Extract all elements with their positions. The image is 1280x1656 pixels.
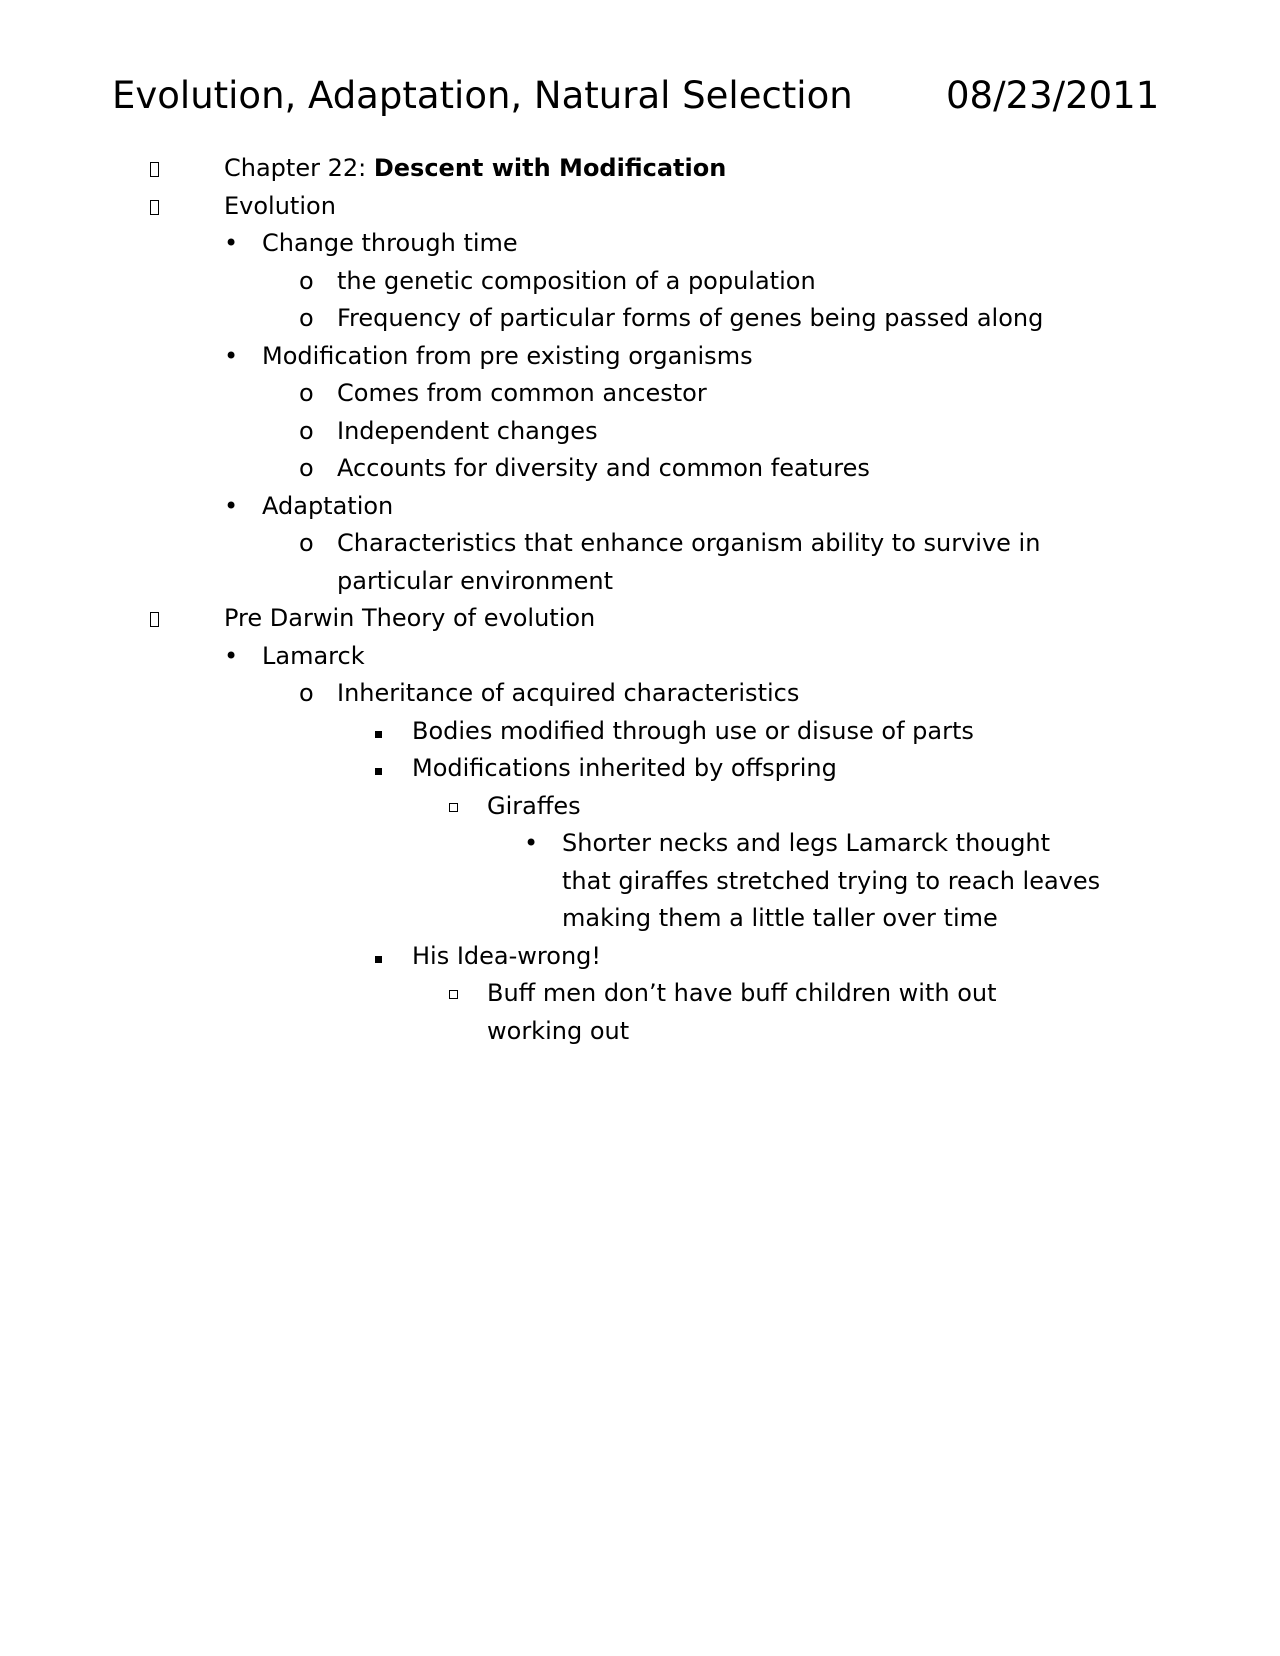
bullet-icon: •: [224, 491, 239, 520]
list-item-text: Evolution: [224, 191, 336, 220]
list-item-text: Independent changes: [337, 416, 598, 445]
filled-square-icon: [375, 938, 382, 976]
list-item: [0, 675, 1280, 713]
list-item: [0, 638, 1280, 676]
list-item-text: Giraffes: [487, 791, 581, 820]
list-item-text: Change through time: [262, 229, 518, 257]
list-item-text: working out: [487, 1016, 630, 1045]
circle-bullet-icon: o: [299, 679, 314, 707]
list-item-continuation: [0, 863, 1280, 901]
list-item-text: Lamarck: [262, 641, 365, 670]
list-item: [0, 338, 1280, 376]
box-glyph-icon: [150, 188, 159, 228]
bullet-icon: •: [224, 341, 239, 370]
page-date: 08/23/2011: [946, 74, 1160, 117]
list-item: [0, 375, 1280, 413]
list-item-text: Chapter 22:: [224, 154, 374, 182]
list-item-text: Buff men don’t have buff children with out: [487, 979, 997, 1007]
list-item: [0, 300, 1280, 338]
list-item-text: Bodies modified through use or disuse of parts: [412, 716, 974, 745]
list-item-continuation: [0, 1013, 1280, 1051]
list-item-text: Pre Darwin Theory of evolution: [224, 604, 596, 632]
chapter-heading: Descent with Modification: [373, 154, 727, 182]
list-item: [0, 788, 1280, 826]
list-item-text: His Idea-wrong!: [412, 941, 602, 970]
list-item: [0, 263, 1280, 301]
list-item: [0, 600, 1280, 638]
list-item: [0, 713, 1280, 751]
list-item: [0, 938, 1280, 976]
hollow-square-icon: [449, 788, 458, 827]
list-item-text: Modifications inherited by offspring: [412, 754, 837, 782]
filled-square-icon: [375, 750, 382, 788]
list-item-text: Accounts for diversity and common features: [337, 454, 870, 482]
circle-bullet-icon: o: [299, 304, 314, 332]
list-item-text: that giraffes stretched trying to reach leaves: [562, 866, 1101, 895]
list-item-text: Adaptation: [262, 491, 394, 520]
list-item-continuation: [0, 563, 1280, 601]
bullet-icon: •: [224, 641, 239, 670]
list-item: [0, 188, 1280, 226]
list-item: [0, 488, 1280, 526]
list-item-text: Modification from pre existing organisms: [262, 341, 753, 370]
list-item-text: the genetic composition of a population: [337, 266, 816, 295]
hollow-square-icon: [449, 975, 458, 1014]
list-item-text: making them a little taller over time: [562, 904, 998, 932]
list-item: [0, 525, 1280, 563]
circle-bullet-icon: o: [299, 454, 314, 482]
bullet-icon: •: [524, 829, 539, 857]
circle-bullet-icon: o: [299, 266, 314, 295]
list-item: [0, 825, 1280, 863]
list-item-text: particular environment: [337, 566, 614, 595]
bullet-icon: •: [224, 229, 239, 257]
circle-bullet-icon: o: [299, 416, 314, 445]
circle-bullet-icon: o: [299, 379, 314, 407]
list-item-text: Shorter necks and legs Lamarck thought: [562, 829, 1051, 857]
page-title: Evolution, Adaptation, Natural Selection: [112, 74, 853, 117]
list-item: [0, 975, 1280, 1013]
list-item: [0, 750, 1280, 788]
list-item-text: Characteristics that enhance organism ability to survive in: [337, 529, 1041, 557]
circle-bullet-icon: o: [299, 529, 314, 557]
filled-square-icon: [375, 713, 382, 751]
list-item: [0, 225, 1280, 263]
list-item: [0, 413, 1280, 451]
list-item-continuation: [0, 900, 1280, 938]
box-glyph-icon: [150, 150, 159, 190]
list-item: [0, 450, 1280, 488]
box-glyph-icon: [150, 600, 159, 640]
list-item-text: Comes from common ancestor: [337, 379, 707, 407]
list-item-text: Frequency of particular forms of genes being passed along: [337, 304, 1044, 332]
notes-outline: [0, 150, 1280, 1050]
list-item: [0, 150, 1280, 188]
list-item-text: Inheritance of acquired characteristics: [337, 679, 800, 707]
